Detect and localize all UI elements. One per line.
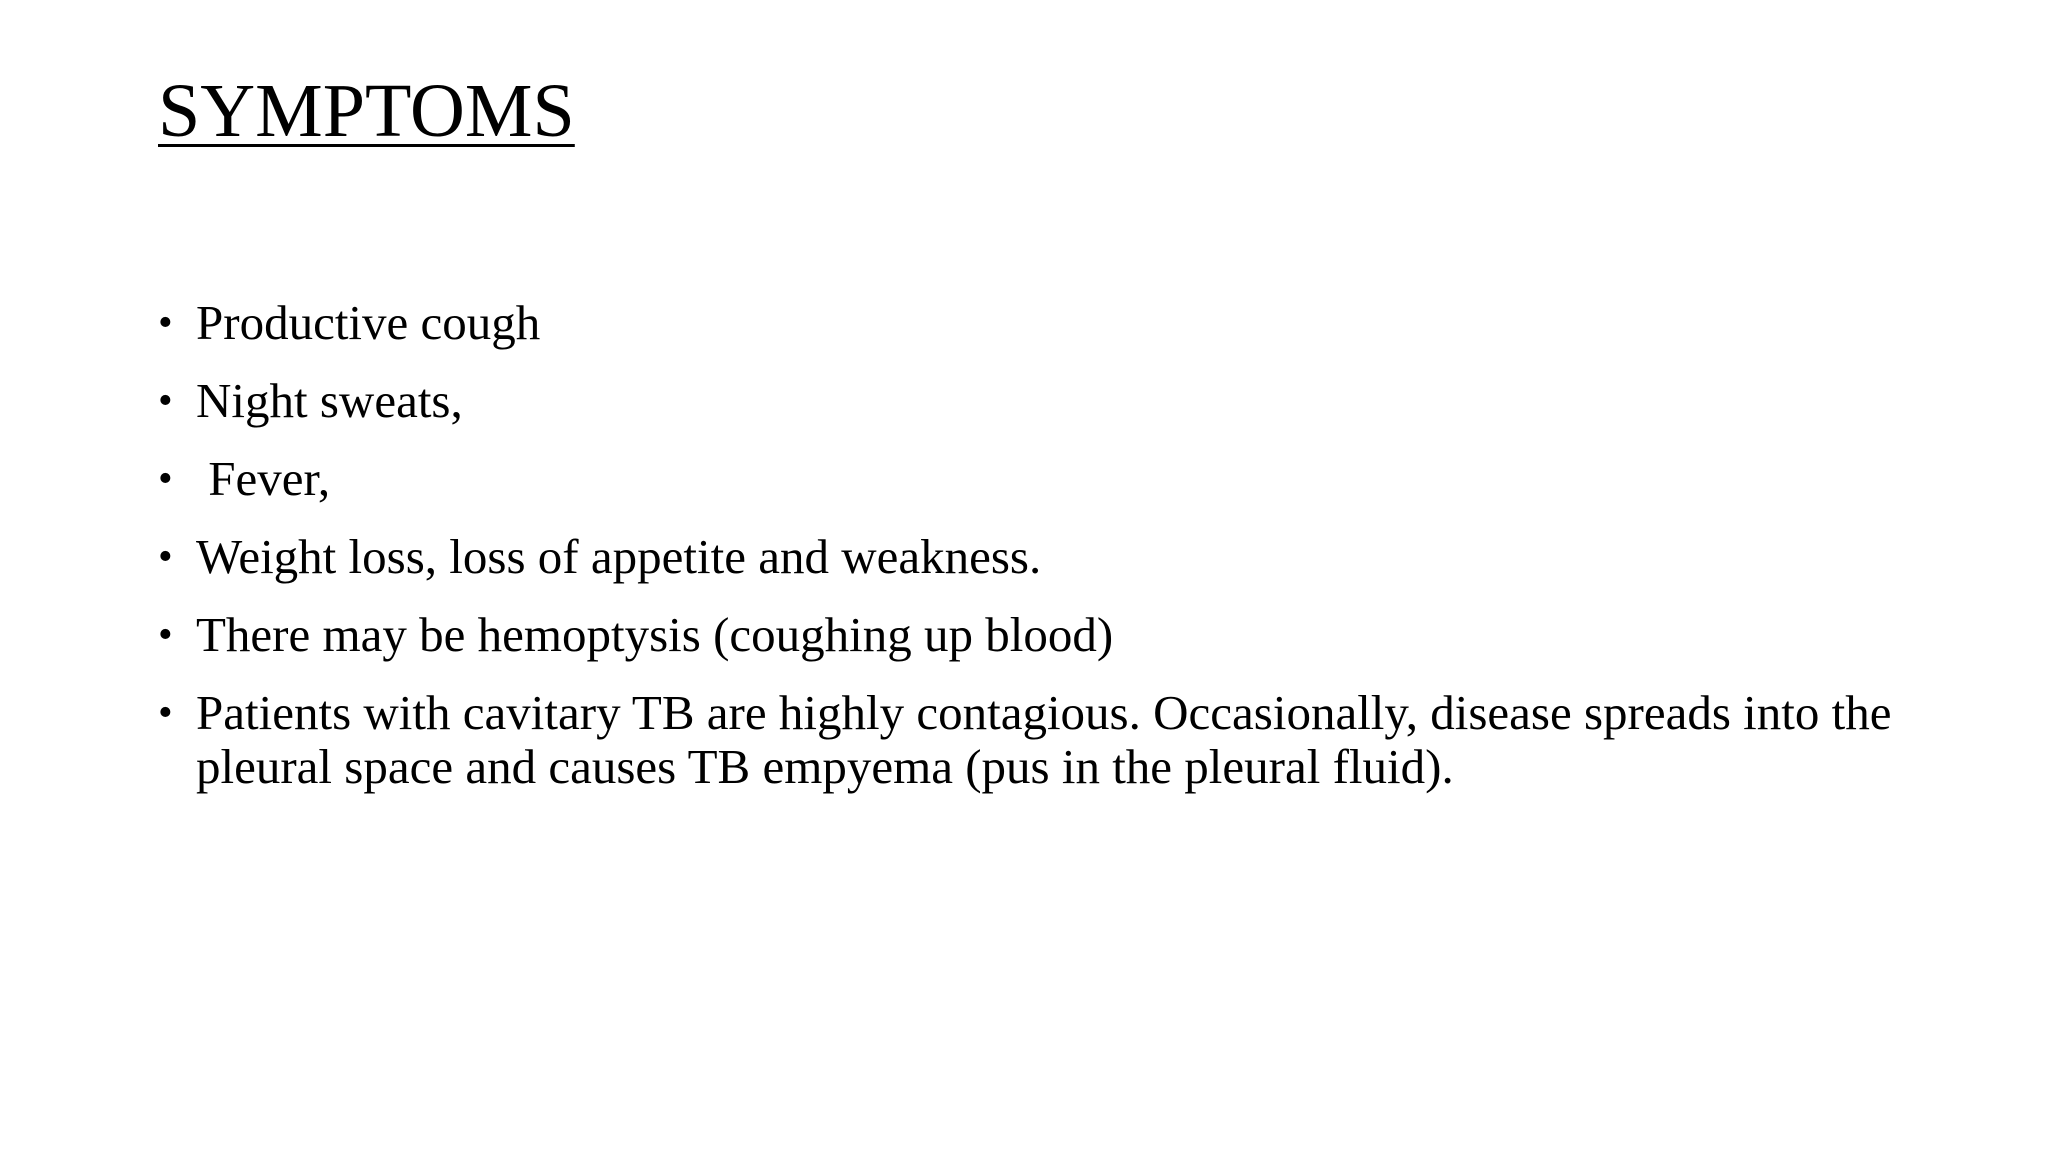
bullet-text: Productive cough xyxy=(196,295,541,350)
slide-title: SYMPTOMS xyxy=(158,69,575,153)
bullet-text: There may be hemoptysis (coughing up blood) xyxy=(196,607,1114,662)
bullet-list xyxy=(158,296,1918,818)
bullet-dot-icon: • xyxy=(158,378,173,424)
bullet-item-productive-cough xyxy=(158,296,1918,350)
bullet-dot-icon: • xyxy=(158,690,173,736)
bullet-dot-icon: • xyxy=(158,456,173,502)
bullet-item-fever xyxy=(158,452,1918,506)
bullet-item-cavitary-tb xyxy=(158,686,1918,794)
bullet-item-weight-loss xyxy=(158,530,1918,584)
bullet-text: Weight loss, loss of appetite and weakness. xyxy=(196,529,1042,584)
bullet-item-hemoptysis xyxy=(158,608,1918,662)
bullet-item-night-sweats xyxy=(158,374,1918,428)
bullet-dot-icon: • xyxy=(158,300,173,346)
bullet-dot-icon: • xyxy=(158,534,173,580)
bullet-text: Fever, xyxy=(196,451,331,506)
bullet-dot-icon: • xyxy=(158,612,173,658)
bullet-text: Patients with cavitary TB are highly contagious. Occasionally, disease spreads into the pleural space and causes TB empyema (pus in the pleural fluid). xyxy=(196,685,1892,794)
bullet-text: Night sweats, xyxy=(196,373,463,428)
